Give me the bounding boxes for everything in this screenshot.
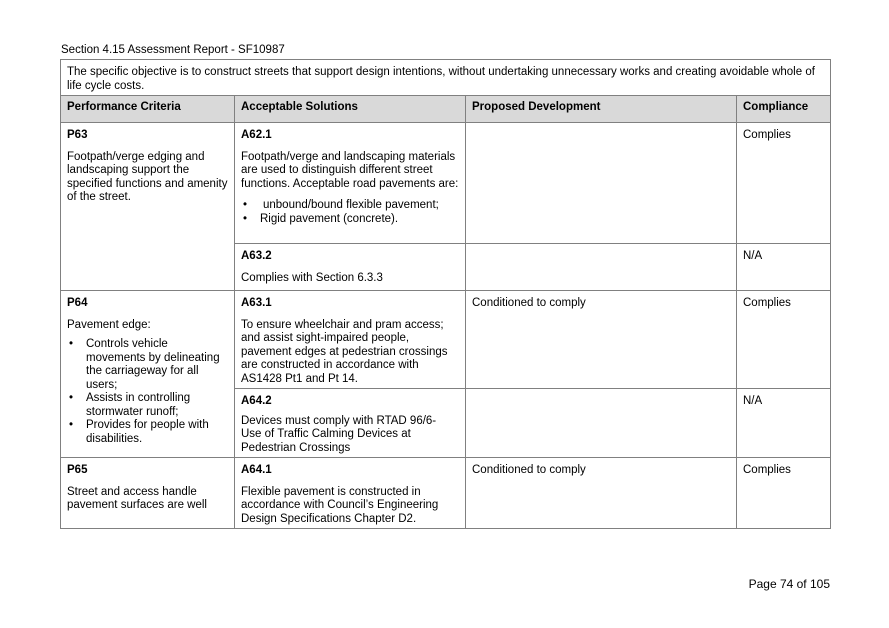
- performance-criteria-cell: [61, 123, 235, 291]
- table-header-row: [61, 96, 831, 123]
- list-item: • Controls vehicle movements by delineating the carriageway for all users;: [67, 338, 228, 392]
- acceptable-solution-cell: [235, 244, 466, 291]
- column-header-compliance: Compliance: [737, 96, 831, 123]
- solution-text: Complies with Section 6.3.3: [241, 271, 383, 284]
- compliance-cell: Complies: [737, 291, 831, 389]
- page-number: Page 74 of 105: [748, 577, 830, 591]
- table-row: [61, 291, 831, 389]
- acceptable-solution-cell: [235, 123, 466, 244]
- objective-text: The specific objective is to construct streets that support design intentions, without undertaking unnecessary works and creating avoidable whole of life cycle costs.: [61, 60, 831, 96]
- table-row: [61, 123, 831, 244]
- proposed-development-cell: [466, 123, 737, 244]
- column-header-acceptable-solutions: Acceptable Solutions: [235, 96, 466, 123]
- table-row: [61, 458, 831, 529]
- assessment-table: [60, 59, 831, 529]
- proposed-development-cell: Conditioned to comply: [466, 291, 737, 389]
- solution-bullet-list: [241, 199, 459, 226]
- solution-code: A63.1: [241, 297, 272, 309]
- performance-criteria-cell: [61, 291, 235, 458]
- solution-text: Flexible pavement is constructed in accordance with Council’s Engineering Design Specifications Chapter D2.: [241, 485, 439, 525]
- acceptable-solution-cell: [235, 458, 466, 529]
- performance-criteria-cell: [61, 458, 235, 529]
- criteria-code: P63: [67, 129, 88, 141]
- solution-text: Footpath/verge and landscaping materials are used to distinguish different street functions. Acceptable road pavements are:: [241, 150, 459, 190]
- column-header-performance-criteria: Performance Criteria: [61, 96, 235, 123]
- compliance-cell: Complies: [737, 123, 831, 244]
- compliance-cell: N/A: [737, 244, 831, 291]
- acceptable-solution-cell: [235, 389, 466, 458]
- list-item: • Rigid pavement (concrete).: [241, 213, 459, 227]
- list-item: • unbound/bound flexible pavement;: [241, 199, 459, 213]
- solution-code: A64.2: [241, 395, 272, 407]
- proposed-development-cell: [466, 389, 737, 458]
- solution-text: Devices must comply with RTAD 96/6- Use of Traffic Calming Devices at Pedestrian Crossings: [241, 414, 437, 454]
- proposed-development-cell: Conditioned to comply: [466, 458, 737, 529]
- compliance-cell: Complies: [737, 458, 831, 529]
- list-item: • Provides for people with disabilities.: [67, 419, 228, 446]
- column-header-proposed-development: Proposed Development: [466, 96, 737, 123]
- solution-code: A64.1: [241, 464, 272, 476]
- objective-row: [61, 60, 831, 96]
- proposed-development-cell: [466, 244, 737, 291]
- criteria-text: Pavement edge:: [67, 318, 151, 331]
- criteria-code: P64: [67, 297, 88, 309]
- page-header: Section 4.15 Assessment Report - SF10987: [61, 44, 285, 56]
- solution-code: A62.1: [241, 129, 272, 141]
- criteria-text: Street and access handle pavement surfaces are well: [67, 485, 207, 511]
- criteria-text: Footpath/verge edging and landscaping support the specified functions and amenity of the street.: [67, 150, 228, 203]
- criteria-code: P65: [67, 464, 88, 476]
- acceptable-solution-cell: [235, 291, 466, 389]
- criteria-bullet-list: [67, 338, 228, 446]
- compliance-cell: N/A: [737, 389, 831, 458]
- solution-code: A63.2: [241, 250, 272, 262]
- list-item: • Assists in controlling stormwater runoff;: [67, 392, 228, 419]
- solution-text: To ensure wheelchair and pram access; and assist sight-impaired people, pavement edges at pedestrian crossings are constructed in accordance with AS1428 Pt1 and Pt 14.: [241, 318, 448, 385]
